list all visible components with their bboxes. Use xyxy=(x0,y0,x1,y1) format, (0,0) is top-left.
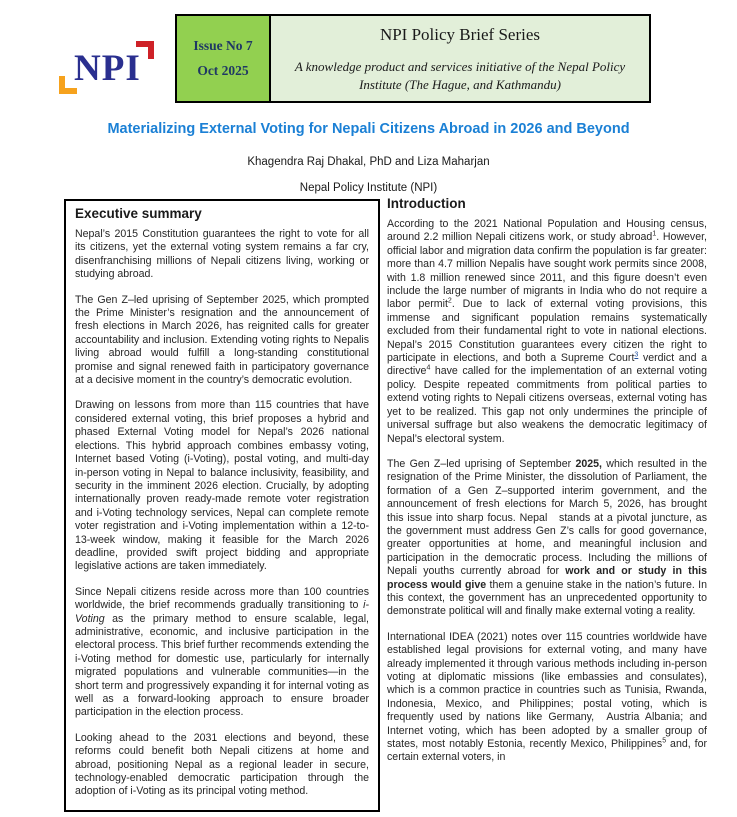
footnote-ref[interactable]: 3 xyxy=(634,351,639,359)
text-segment: Looking ahead to the 2031 elections and beyond, these reforms could benefit both Nepali citizens at home and abroad, positioning Nepal as a regional leader in secure, technology-enabled democratic participation through the adoption of i-Voting as its principal voting method. xyxy=(75,731,369,798)
introduction-section xyxy=(387,196,707,777)
paragraph xyxy=(75,294,369,388)
text-segment: . Due to lack of external voting provisions, this immense and significant population remains systematically excluded from their fundamental right to vote in national elections. Nepal’s 2015 Constitution guarantees every citizen the right to participate in elections, and both a Supreme Court xyxy=(387,298,708,365)
text-segment: as the primary method to ensure scalable, legal, administrative, economic, and inclusive participation in the electoral process. This brief further recommends extending the i-Voting method for domestic use, particularly for internally migrated populations and vulnerable communities—in the short term and progressively expanding it for internal voting as well as a forward-looking approach to ensure broader participation in the election process. xyxy=(75,612,369,719)
paragraph xyxy=(75,228,369,282)
paragraph xyxy=(75,732,369,799)
text-segment: The Gen Z–led uprising of September 2025, which prompted the Prime Minister’s resignation and the announcement of fresh elections in March 2026, has reignited calls for greater accountability and inclusion. Extending voting rights to Nepalis living abroad would fulfill a long-standing constitutional promise and signal renewed faith in participatory governance at a decisive moment in the country’s democratic evolution. xyxy=(75,293,369,387)
text-segment: Nepal’s 2015 Constitution guarantees the right to vote for all its citizens, yet the external voting system remains a far cry, disenfranchising millions of Nepali citizens living, working or studying abroad. xyxy=(75,228,369,281)
text-segment: i-Voting xyxy=(75,599,369,625)
paragraph xyxy=(75,586,369,720)
npi-logo xyxy=(74,50,141,87)
logo-text: NPI xyxy=(74,48,141,89)
issue-date: Oct 2025 xyxy=(197,63,249,78)
issue-cell xyxy=(177,16,271,101)
executive-summary-paragraphs xyxy=(75,228,369,799)
executive-summary-heading: Executive summary xyxy=(75,206,202,221)
text-segment: 2025, xyxy=(575,457,602,470)
text-segment: which resulted in the resignation of the Prime Minister, the dissolution of Parliament, the formation of a Gen Z–supported interim government, and the announcement of fresh elections for March 5, 2026, has brought this issue into sharp focus. Nepal stands at a pivotal juncture, as the government must address Gen Z’s calls for good governance, greater opportunities at home, and meaningful inclusion and participation in the democratic process. Including the millions of Nepali youths currently abroad for xyxy=(387,457,707,578)
footnote-ref: 4 xyxy=(426,364,431,372)
paragraph xyxy=(387,218,707,446)
paragraph xyxy=(387,458,707,619)
affiliation-line: Nepal Policy Institute (NPI) xyxy=(299,182,438,194)
text-segment: verdict and a directive xyxy=(387,352,707,378)
text-segment: According to the 2021 National Population and Housing census, around 2.2 million Nepali citizens work, or study abroad xyxy=(387,218,707,244)
text-segment: Since Nepali citizens reside across more than 100 countries worldwide, the brief recommends gradually transitioning to xyxy=(75,585,369,612)
introduction-paragraphs xyxy=(387,218,707,765)
footnote-ref: 1 xyxy=(652,230,657,238)
text-segment: Drawing on lessons from more than 115 countries that have considered external voting, this brief proposes a hybrid and phased External Voting model for Nepal’s 2026 national elections. This hybrid approach combines embassy voting, Internet based Voting (i-Voting), postal voting, and multi-day in-person voting in Nepal to balance inclusivity, feasibility, and security in the imminent 2026 election. Crucially, by adopting internationally proven ready-made remote voter registration and i-Voting technology services, Nepal can complete remote voter registration and i-Voting implementation within a 12-to-13-week window, making it feasible for the March 2026 deadline, provided swift project bidding and appropriate legislative actions are taken immediately. xyxy=(75,399,369,573)
text-segment: The Gen Z–led uprising of September xyxy=(387,457,576,470)
header-banner-table xyxy=(175,14,651,103)
paragraph xyxy=(75,399,369,573)
series-cell xyxy=(271,16,649,101)
document-title: Materializing External Voting for Nepali Citizens Abroad in 2026 and Beyond xyxy=(107,121,630,137)
introduction-heading: Introduction xyxy=(387,196,466,211)
text-segment: have called for the implementation of an external voting policy. Despite repeated commitments from political parties to extend voting rights to Nepali citizens overseas, external voting has yet to be realized. This gap not only undermines the principle of universal suffrage but also weakens the democratic legitimacy of Nepal’s electoral system. xyxy=(387,365,707,445)
text-segment: and, for certain external voters, in xyxy=(387,738,707,764)
issue-number: Issue No 7 xyxy=(193,38,253,53)
footnote-ref: 5 xyxy=(662,737,667,745)
series-title: NPI Policy Brief Series xyxy=(379,25,541,44)
text-segment: work and or study in this process would give xyxy=(387,565,707,591)
paragraph xyxy=(387,631,707,765)
text-segment: International IDEA (2021) notes over 115 countries worldwide have established legal provisions for external voting, and many have already implemented it through various methods including in-person voting at diplomatic missions (like embassies and consulates), which is a common practice in countries such as Tunisia, Rwanda, Indonesia, Mexico, and Philippines; postal voting, which is frequently used by nations like Germany, Austria Albania; and Internet voting, which has been adopted by a smaller group of states, most notably Estonia, recently Mexico, Philippines xyxy=(387,630,707,751)
footnote-ref: 2 xyxy=(447,297,452,305)
text-segment: them a genuine stake in the nation’s future. In this context, the government has an unprecedented opportunity to demonstrate political will and finally make external voting a reality. xyxy=(387,578,707,618)
series-subtitle: A knowledge product and services initiative of the Nepal Policy Institute (The Hague, and Kathmandu) xyxy=(294,59,626,92)
text-segment: . However, official labor and migration data confirm the population is far greater: more than 4.7 million Nepalis have sought work permits since 2008, with 1.8 million renewed since 2011, and this figure doesn’t even include the large number of migrants in India who do not require a labor permit xyxy=(387,231,708,311)
authors-line: Khagendra Raj Dhakal, PhD and Liza Maharjan xyxy=(247,156,490,168)
executive-summary-box xyxy=(64,199,380,812)
